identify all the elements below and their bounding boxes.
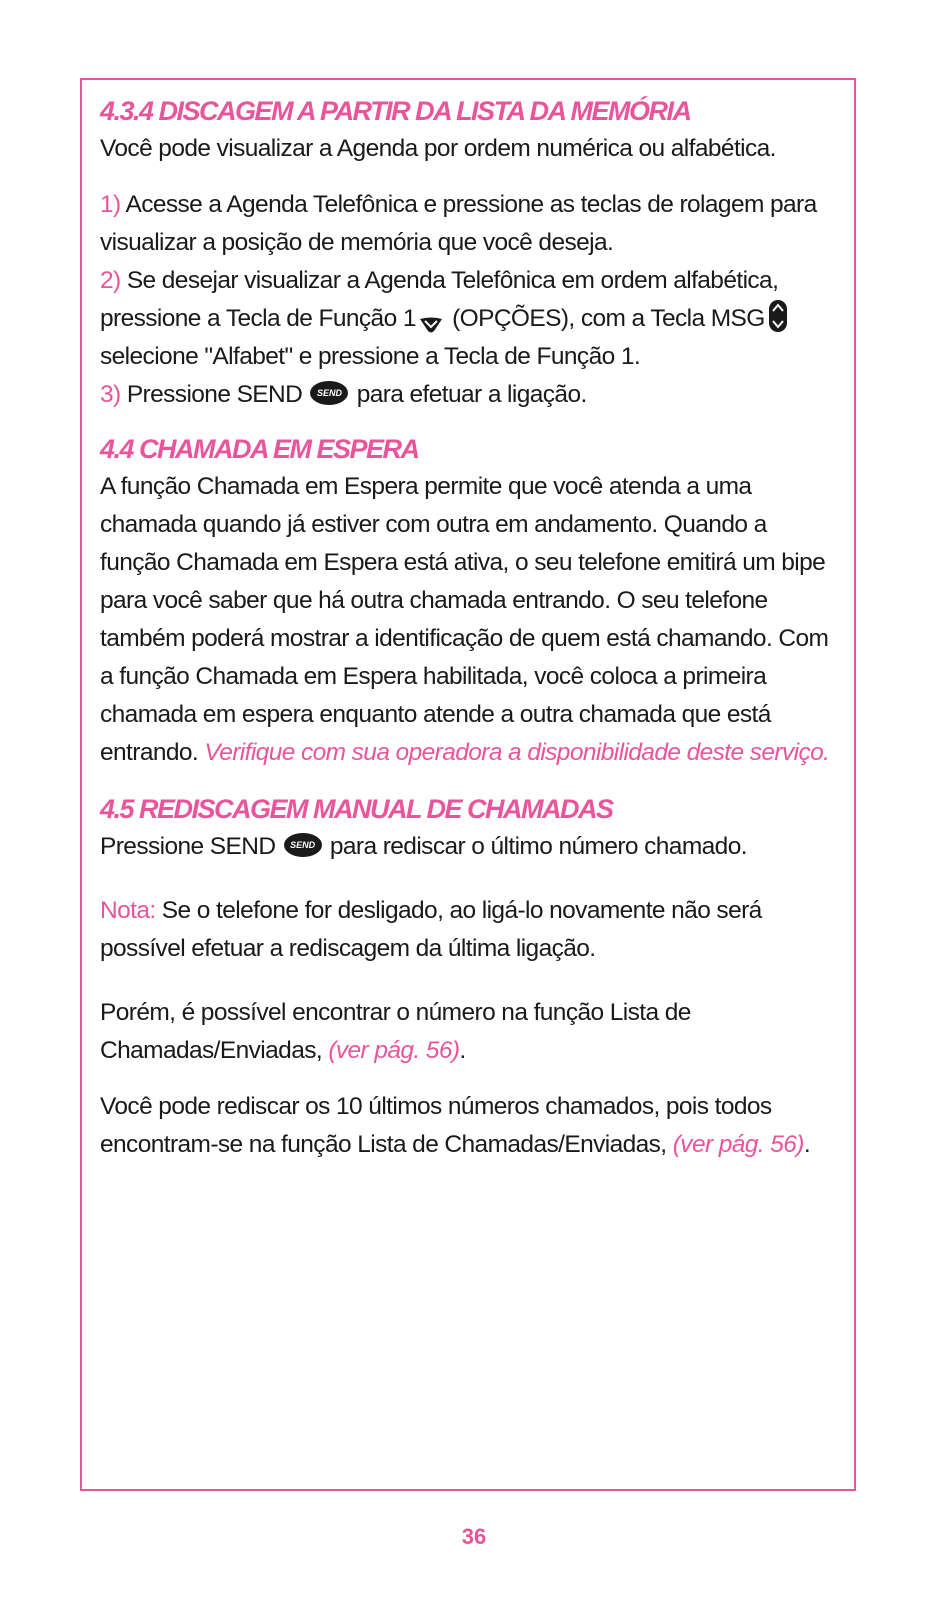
step-2-text-d: selecione "Alfabet" e pressione a Tecla de Função 1. xyxy=(100,343,641,370)
page-reference-link[interactable]: (ver pág. 56) xyxy=(672,1131,804,1158)
section-45-text-a: Pressione SEND xyxy=(100,833,276,860)
section-44-text: A função Chamada em Espera permite que você atenda a uma chamada quando já estiver com outra em andamento. Quando a função Chamada em Espera está ativa, o seu telefone emitirá um bipe para você saber que há outra chamada entrando. O seu telefone também poderá mostrar a identificação de quem está chamando. Com a função Chamada em Espera habilitada, você coloca a primeira chamada em espera enquanto atende a outra chamada que está entrando. xyxy=(100,473,829,766)
section-45-body xyxy=(100,828,838,866)
step-1-text: Acesse a Agenda Telefônica e pressione as teclas de rolagem para visualizar a posição de memória que você deseja. xyxy=(100,191,817,256)
operator-availability-note: Verifique com sua operadora a disponibilidade deste serviço. xyxy=(204,739,830,766)
ultimos-numeros-text: Você pode rediscar os 10 últimos números chamados, pois todos encontram-se na função Lista de Chamadas/Enviadas, xyxy=(100,1093,772,1158)
step-3-text-b: para efetuar a ligação. xyxy=(356,381,587,408)
softkey-1-icon xyxy=(418,308,444,326)
section-434-intro: Você pode visualizar a Agenda por ordem numérica ou alfabética. xyxy=(100,135,776,162)
step-2 xyxy=(100,262,838,376)
step-2-text-c: com a Tecla MSG xyxy=(580,305,765,332)
section-434-title: 4.3.4 DISCAGEM A PARTIR DA LISTA DA MEMÓRIA xyxy=(100,96,691,126)
page-content xyxy=(100,92,838,1164)
period: . xyxy=(459,1037,466,1064)
section-44-body xyxy=(100,468,838,772)
send-key-icon: SEND xyxy=(310,381,348,405)
section-45-title: 4.5 REDISCAGEM MANUAL DE CHAMADAS xyxy=(100,794,613,824)
step-3-number: 3) xyxy=(100,381,121,408)
step-2-text-b: (OPÇÕES), xyxy=(452,305,575,332)
step-2-text-a: Se desejar visualizar a Agenda Telefônica em ordem alfabética, pressione a Tecla de Função 1 xyxy=(100,267,779,332)
send-key-icon: SEND xyxy=(284,833,322,857)
step-1 xyxy=(100,186,838,262)
step-3-text-a: Pressione SEND xyxy=(126,381,303,408)
step-2-number: 2) xyxy=(100,267,121,294)
nota-label: Nota: xyxy=(100,897,156,924)
nota-paragraph xyxy=(100,892,838,968)
section-45-text-b: para rediscar o último número chamado. xyxy=(329,833,747,860)
page-number: 36 xyxy=(461,1524,487,1549)
lista-chamadas-text: Porém, é possível encontrar o número na função Lista de Chamadas/Enviadas, xyxy=(100,999,691,1064)
section-44-title: 4.4 CHAMADA EM ESPERA xyxy=(100,434,419,464)
period: . xyxy=(803,1131,811,1158)
msg-navigation-key-icon xyxy=(768,299,788,333)
ultimos-numeros-paragraph xyxy=(100,1088,838,1164)
lista-chamadas-paragraph xyxy=(100,994,838,1070)
step-1-number: 1) xyxy=(100,191,121,218)
nota-text: Se o telefone for desligado, ao ligá-lo novamente não será possível efetuar a rediscagem da última ligação. xyxy=(100,897,762,962)
step-3 xyxy=(100,376,838,414)
page-reference-link[interactable]: (ver pág. 56) xyxy=(328,1037,460,1064)
